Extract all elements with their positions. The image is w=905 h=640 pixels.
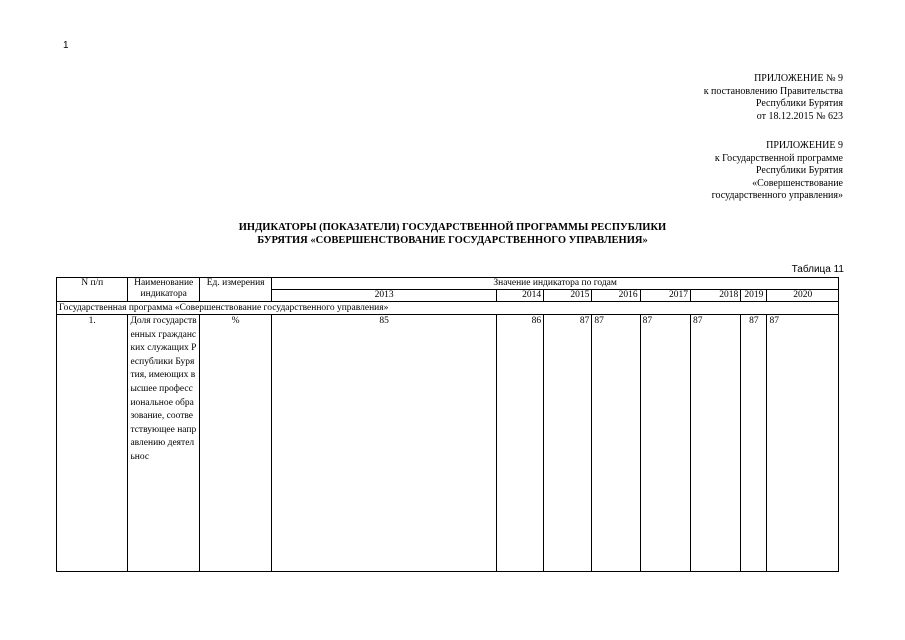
document-title-line: ИНДИКАТОРЫ (ПОКАЗАТЕЛИ) ГОСУДАРСТВЕННОЙ ПРОГРАММЫ РЕСПУБЛИКИ xyxy=(238,222,667,233)
header-year-cell: 2013 xyxy=(272,290,496,302)
row-value-cell: 87 xyxy=(640,315,690,572)
appendix-line: ПРИЛОЖЕНИЕ № 9 xyxy=(754,73,843,84)
appendix-line: к Государственной программе xyxy=(714,152,843,164)
table-header-row xyxy=(57,278,839,290)
header-name-cell: Наименование индикатора xyxy=(128,278,199,302)
row-value-cell: 86 xyxy=(496,315,543,572)
row-value-cell: 85 xyxy=(272,315,496,572)
appendix-line: от 18.12.2015 № 623 xyxy=(756,110,843,122)
appendix-resolution-block xyxy=(704,73,843,123)
header-year-cell: 2017 xyxy=(640,290,690,302)
header-year-cell: 2020 xyxy=(767,290,839,302)
indicators-table xyxy=(56,277,839,572)
row-value-cell: 87 xyxy=(767,315,839,572)
header-years-group: Значение индикатора по годам xyxy=(272,278,839,290)
appendix-line: Республики Бурятия xyxy=(755,165,843,176)
table-row xyxy=(57,315,839,572)
header-unit-cell: Ед. измерения xyxy=(199,278,271,302)
appendix-line: ПРИЛОЖЕНИЕ 9 xyxy=(766,140,843,151)
row-unit-cell: % xyxy=(199,315,271,572)
document-title xyxy=(150,222,755,247)
header-year-cell: 2019 xyxy=(741,290,767,302)
appendix-line: к постановлению Правительства xyxy=(703,85,843,97)
row-value-cell: 87 xyxy=(690,315,740,572)
page-number: 1 xyxy=(63,40,69,51)
header-year-cell: 2015 xyxy=(544,290,592,302)
header-year-cell: 2016 xyxy=(592,290,640,302)
header-number-cell: N п/п xyxy=(57,278,128,302)
row-value-cell: 87 xyxy=(544,315,592,572)
appendix-line: государственного управления» xyxy=(711,190,843,201)
document-title-line: БУРЯТИЯ «СОВЕРШЕНСТВОВАНИЕ ГОСУДАРСТВЕННОГО УПРАВЛЕНИЯ» xyxy=(257,234,648,246)
appendix-line: «Совершенствование xyxy=(752,177,843,189)
table-caption: Таблица 11 xyxy=(791,264,844,275)
appendix-program-block xyxy=(712,140,843,203)
header-year-cell: 2014 xyxy=(496,290,543,302)
header-year-cell: 2018 xyxy=(690,290,740,302)
row-value-cell: 87 xyxy=(741,315,767,572)
row-name-cell: Доля государственных гражданских служащих Республики Бурятия, имеющих высшее профессиональное образование, соответствующее направлению деятельнос xyxy=(128,315,199,572)
table-section-row xyxy=(57,302,839,315)
row-number-cell: 1. xyxy=(57,315,128,572)
row-value-cell: 87 xyxy=(592,315,640,572)
appendix-line: Республики Бурятия xyxy=(755,98,843,109)
section-title-cell: Государственная программа «Совершенствование государственного управления» xyxy=(57,302,839,315)
